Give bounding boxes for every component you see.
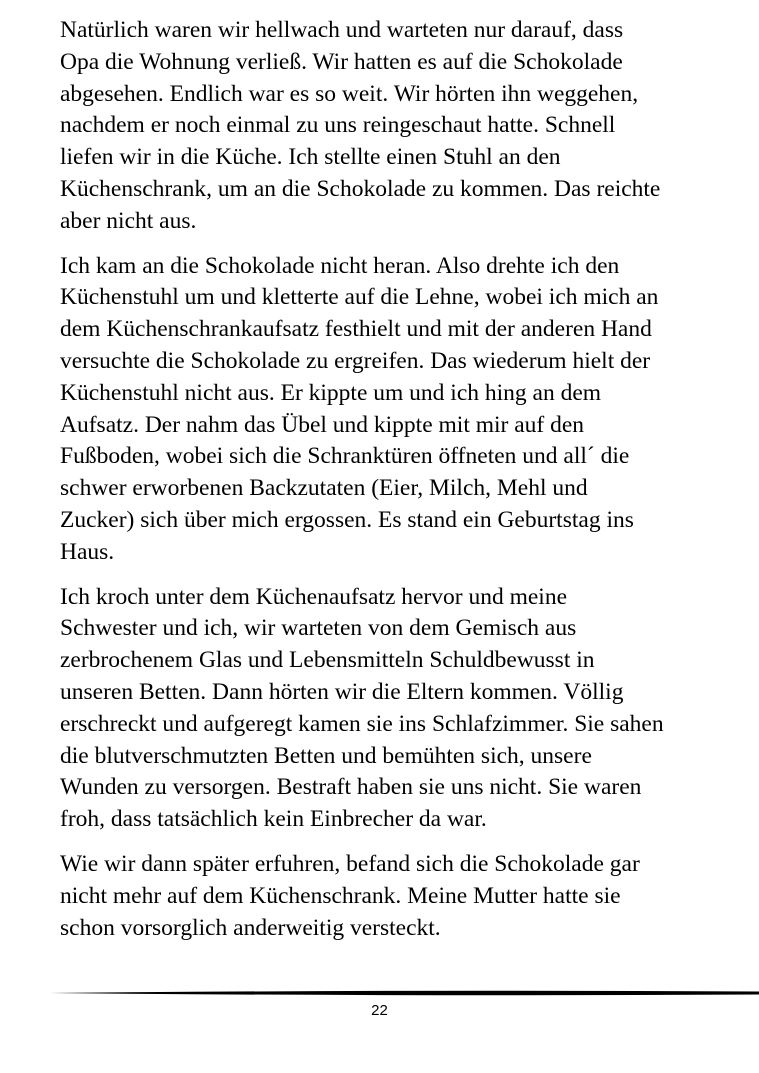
page-body [60,15,750,957]
paragraph-1: Natürlich waren wir hellwach und warteten nur darauf, dass Opa die Wohnung verließ. Wir hatten es auf die Schokolade abgesehen. Endlich war es so weit. Wir hörten ihn weggehen, nachdem er noch einmal zu uns reingeschaut hatte. Schnell liefen wir in die Küche. Ich stellte einen Stuhl an den Küchenschrank, um an die Schokolade zu kommen. Das reichte aber nicht aus. [60,17,661,234]
paragraph-3: Ich kroch unter dem Küchenaufsatz hervor und meine Schwester und ich, wir warteten von dem Gemisch aus zerbrochenem Glas und Lebensmitteln Schuldbewusst in unseren Betten. Dann hörten wir die Eltern kommen. Völlig erschreckt und aufgeregt kamen sie ins Schlafzimmer. Sie sahen die blutverschmutzten Betten und bemühten sich, unsere Wunden zu versorgen. Bestraft haben sie uns nicht. Sie waren froh, dass tatsächlich kein Einbrecher da war. [60,583,664,833]
footer-rule [50,986,759,1000]
paragraph-4: Wie wir dann später erfuhren, befand sich die Schokolade gar nicht mehr auf dem Küchenschrank. Meine Mutter hatte sie schon vorsorglich anderweitig versteckt. [60,850,640,941]
page-number: 22 [371,1002,388,1019]
paragraph-2: Ich kam an die Schokolade nicht heran. Also drehte ich den Küchenstuhl um und kletterte auf die Lehne, wobei ich mich an dem Küchenschrankaufsatz festhielt und mit der anderen Hand versuchte die Schokolade zu ergreifen. Das wiederum hielt der Küchenstuhl nicht aus. Er kippte um und ich hing an dem Aufsatz. Der nahm das Übel und kippte mit mir auf den Fußboden, wobei sich die Schranktüren öffneten und all´ die schwer erworbenen Backzutaten (Eier, Milch, Mehl und Zucker) sich über mich ergossen. Es stand ein Geburtstag ins Haus. [60,252,659,565]
